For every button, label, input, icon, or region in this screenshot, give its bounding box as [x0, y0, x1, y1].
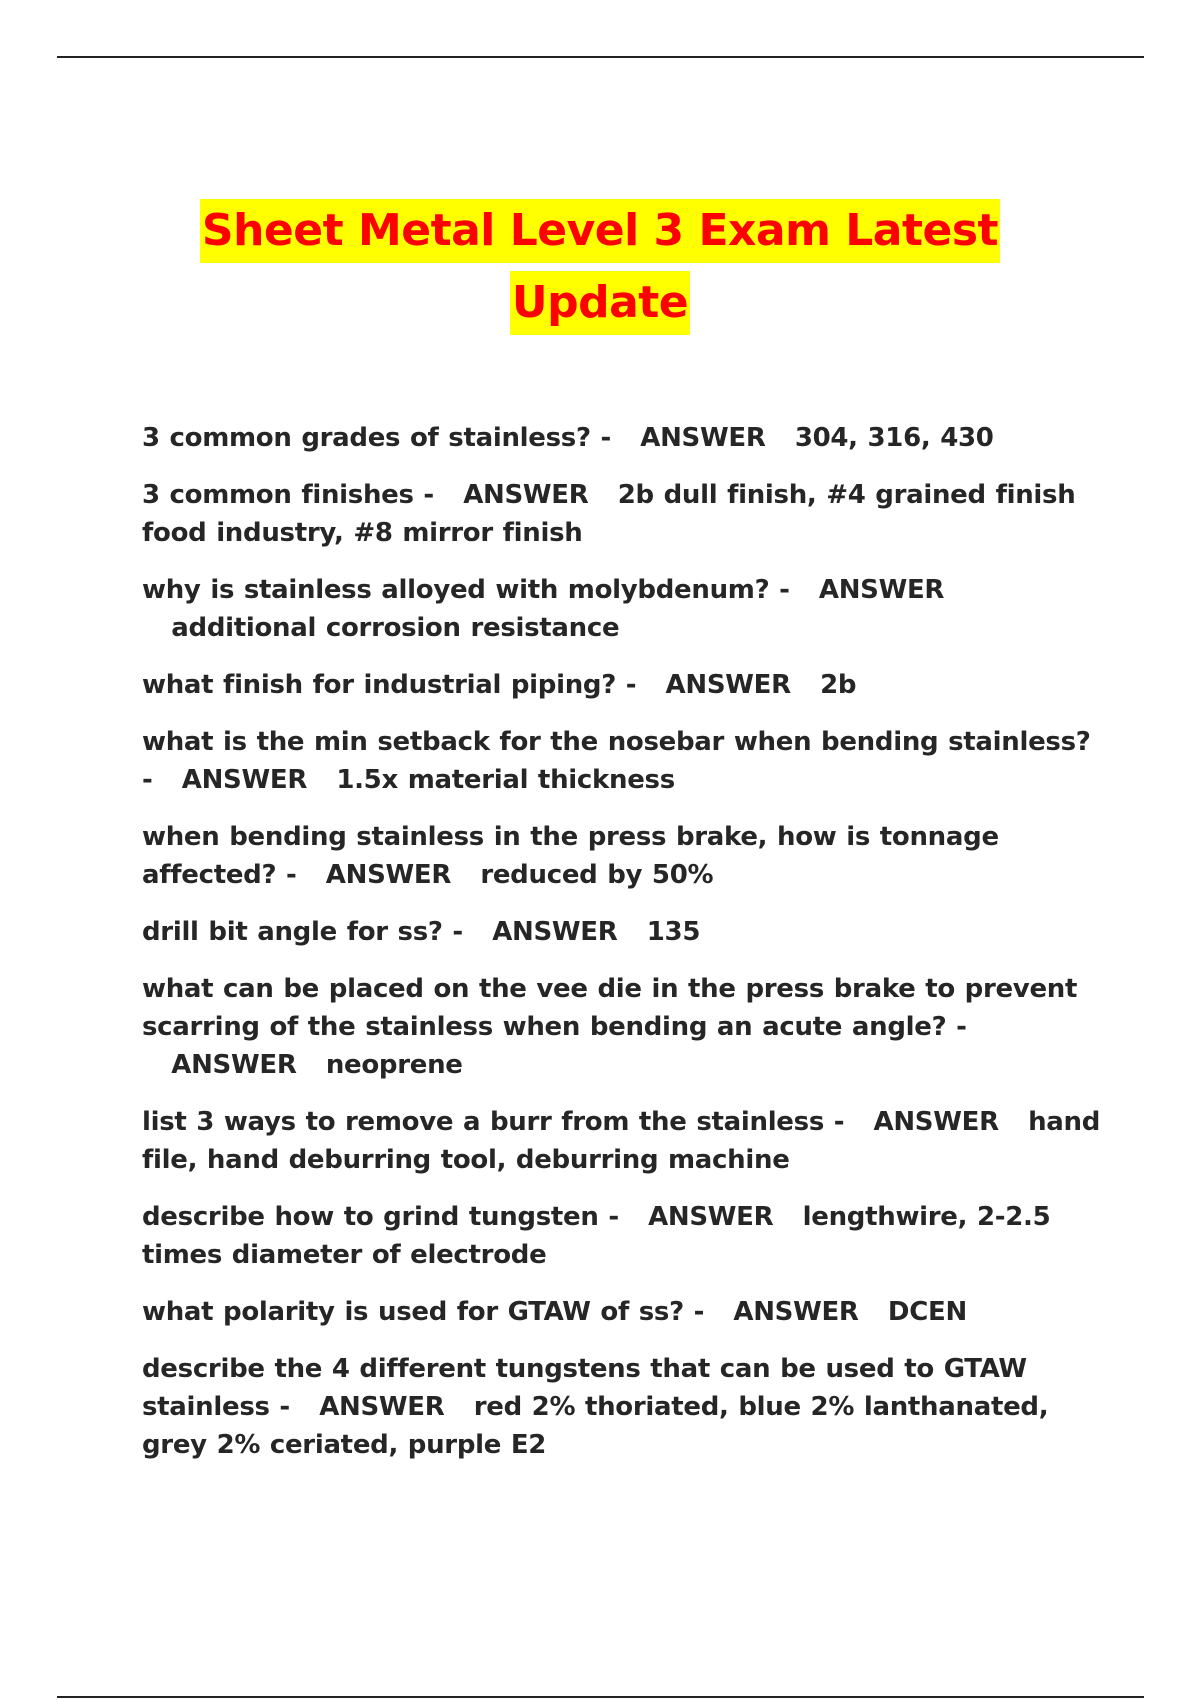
qa-list	[142, 419, 1102, 1483]
answer-label: ANSWER	[665, 670, 791, 700]
answer-label: ANSWER	[319, 1392, 445, 1422]
qa-item	[142, 913, 1102, 951]
bottom-rule	[57, 1696, 1144, 1698]
question: what finish for industrial piping? -	[142, 670, 637, 700]
question: what polarity is used for GTAW of ss? -	[142, 1297, 705, 1327]
answer: 1.5x material thickness	[336, 765, 675, 795]
qa-item	[142, 1350, 1102, 1464]
qa-item	[142, 723, 1102, 799]
question: 3 common finishes -	[142, 480, 434, 510]
answer-label: ANSWER	[818, 575, 945, 605]
question: list 3 ways to remove a burr from the stainless -	[142, 1107, 845, 1137]
answer-label: ANSWER	[873, 1107, 999, 1137]
qa-item	[142, 1293, 1102, 1331]
answer: 2b	[820, 670, 857, 700]
answer-label: ANSWER	[325, 860, 452, 890]
qa-item	[142, 970, 1102, 1084]
top-rule	[57, 56, 1144, 58]
qa-item	[142, 1103, 1102, 1179]
question: 3 common grades of stainless? -	[142, 423, 611, 453]
answer-label: ANSWER	[171, 1050, 297, 1080]
question: what can be placed on the vee die in the press brake to prevent scarring of the stainless when bending an acute angle? -	[142, 974, 1078, 1042]
answer: DCEN	[887, 1297, 967, 1327]
question: why is stainless alloyed with molybdenum? -	[142, 575, 790, 605]
answer: red 2% thoriated, blue 2% lanthanated, grey 2% ceriated, purple E2	[142, 1392, 1049, 1460]
qa-item	[142, 571, 1102, 647]
question: when bending stainless in the press brake, how is tonnage affected? -	[142, 822, 999, 890]
answer: 304, 316, 430	[794, 423, 994, 453]
title-line-1: Sheet Metal Level 3 Exam Latest	[200, 199, 1000, 263]
qa-item	[142, 419, 1102, 457]
answer: neoprene	[325, 1050, 463, 1080]
document-title	[0, 199, 1200, 335]
answer-label: ANSWER	[492, 917, 618, 947]
answer-label: ANSWER	[463, 480, 589, 510]
question: describe how to grind tungsten -	[142, 1202, 619, 1232]
question: drill bit angle for ss? -	[142, 917, 463, 947]
title-line-2: Update	[510, 271, 690, 335]
question: what is the min setback for the nosebar when bending stainless? -	[142, 727, 1091, 795]
answer-label: ANSWER	[181, 765, 308, 795]
answer-label: ANSWER	[648, 1202, 774, 1232]
qa-item	[142, 666, 1102, 704]
answer: reduced by 50%	[480, 860, 714, 890]
answer-label: ANSWER	[640, 423, 766, 453]
answer: 135	[646, 917, 701, 947]
answer: 2b dull finish, #4 grained finish food industry, #8 mirror finish	[142, 480, 1076, 548]
answer: lengthwire, 2-2.5 times diameter of electrode	[142, 1202, 1051, 1270]
answer-label: ANSWER	[733, 1297, 859, 1327]
qa-item	[142, 1198, 1102, 1274]
answer: hand file, hand deburring tool, deburring machine	[142, 1107, 1101, 1175]
qa-item	[142, 818, 1102, 894]
qa-item	[142, 476, 1102, 552]
answer: additional corrosion resistance	[171, 613, 620, 643]
question: describe the 4 different tungstens that can be used to GTAW stainless -	[142, 1354, 1027, 1422]
